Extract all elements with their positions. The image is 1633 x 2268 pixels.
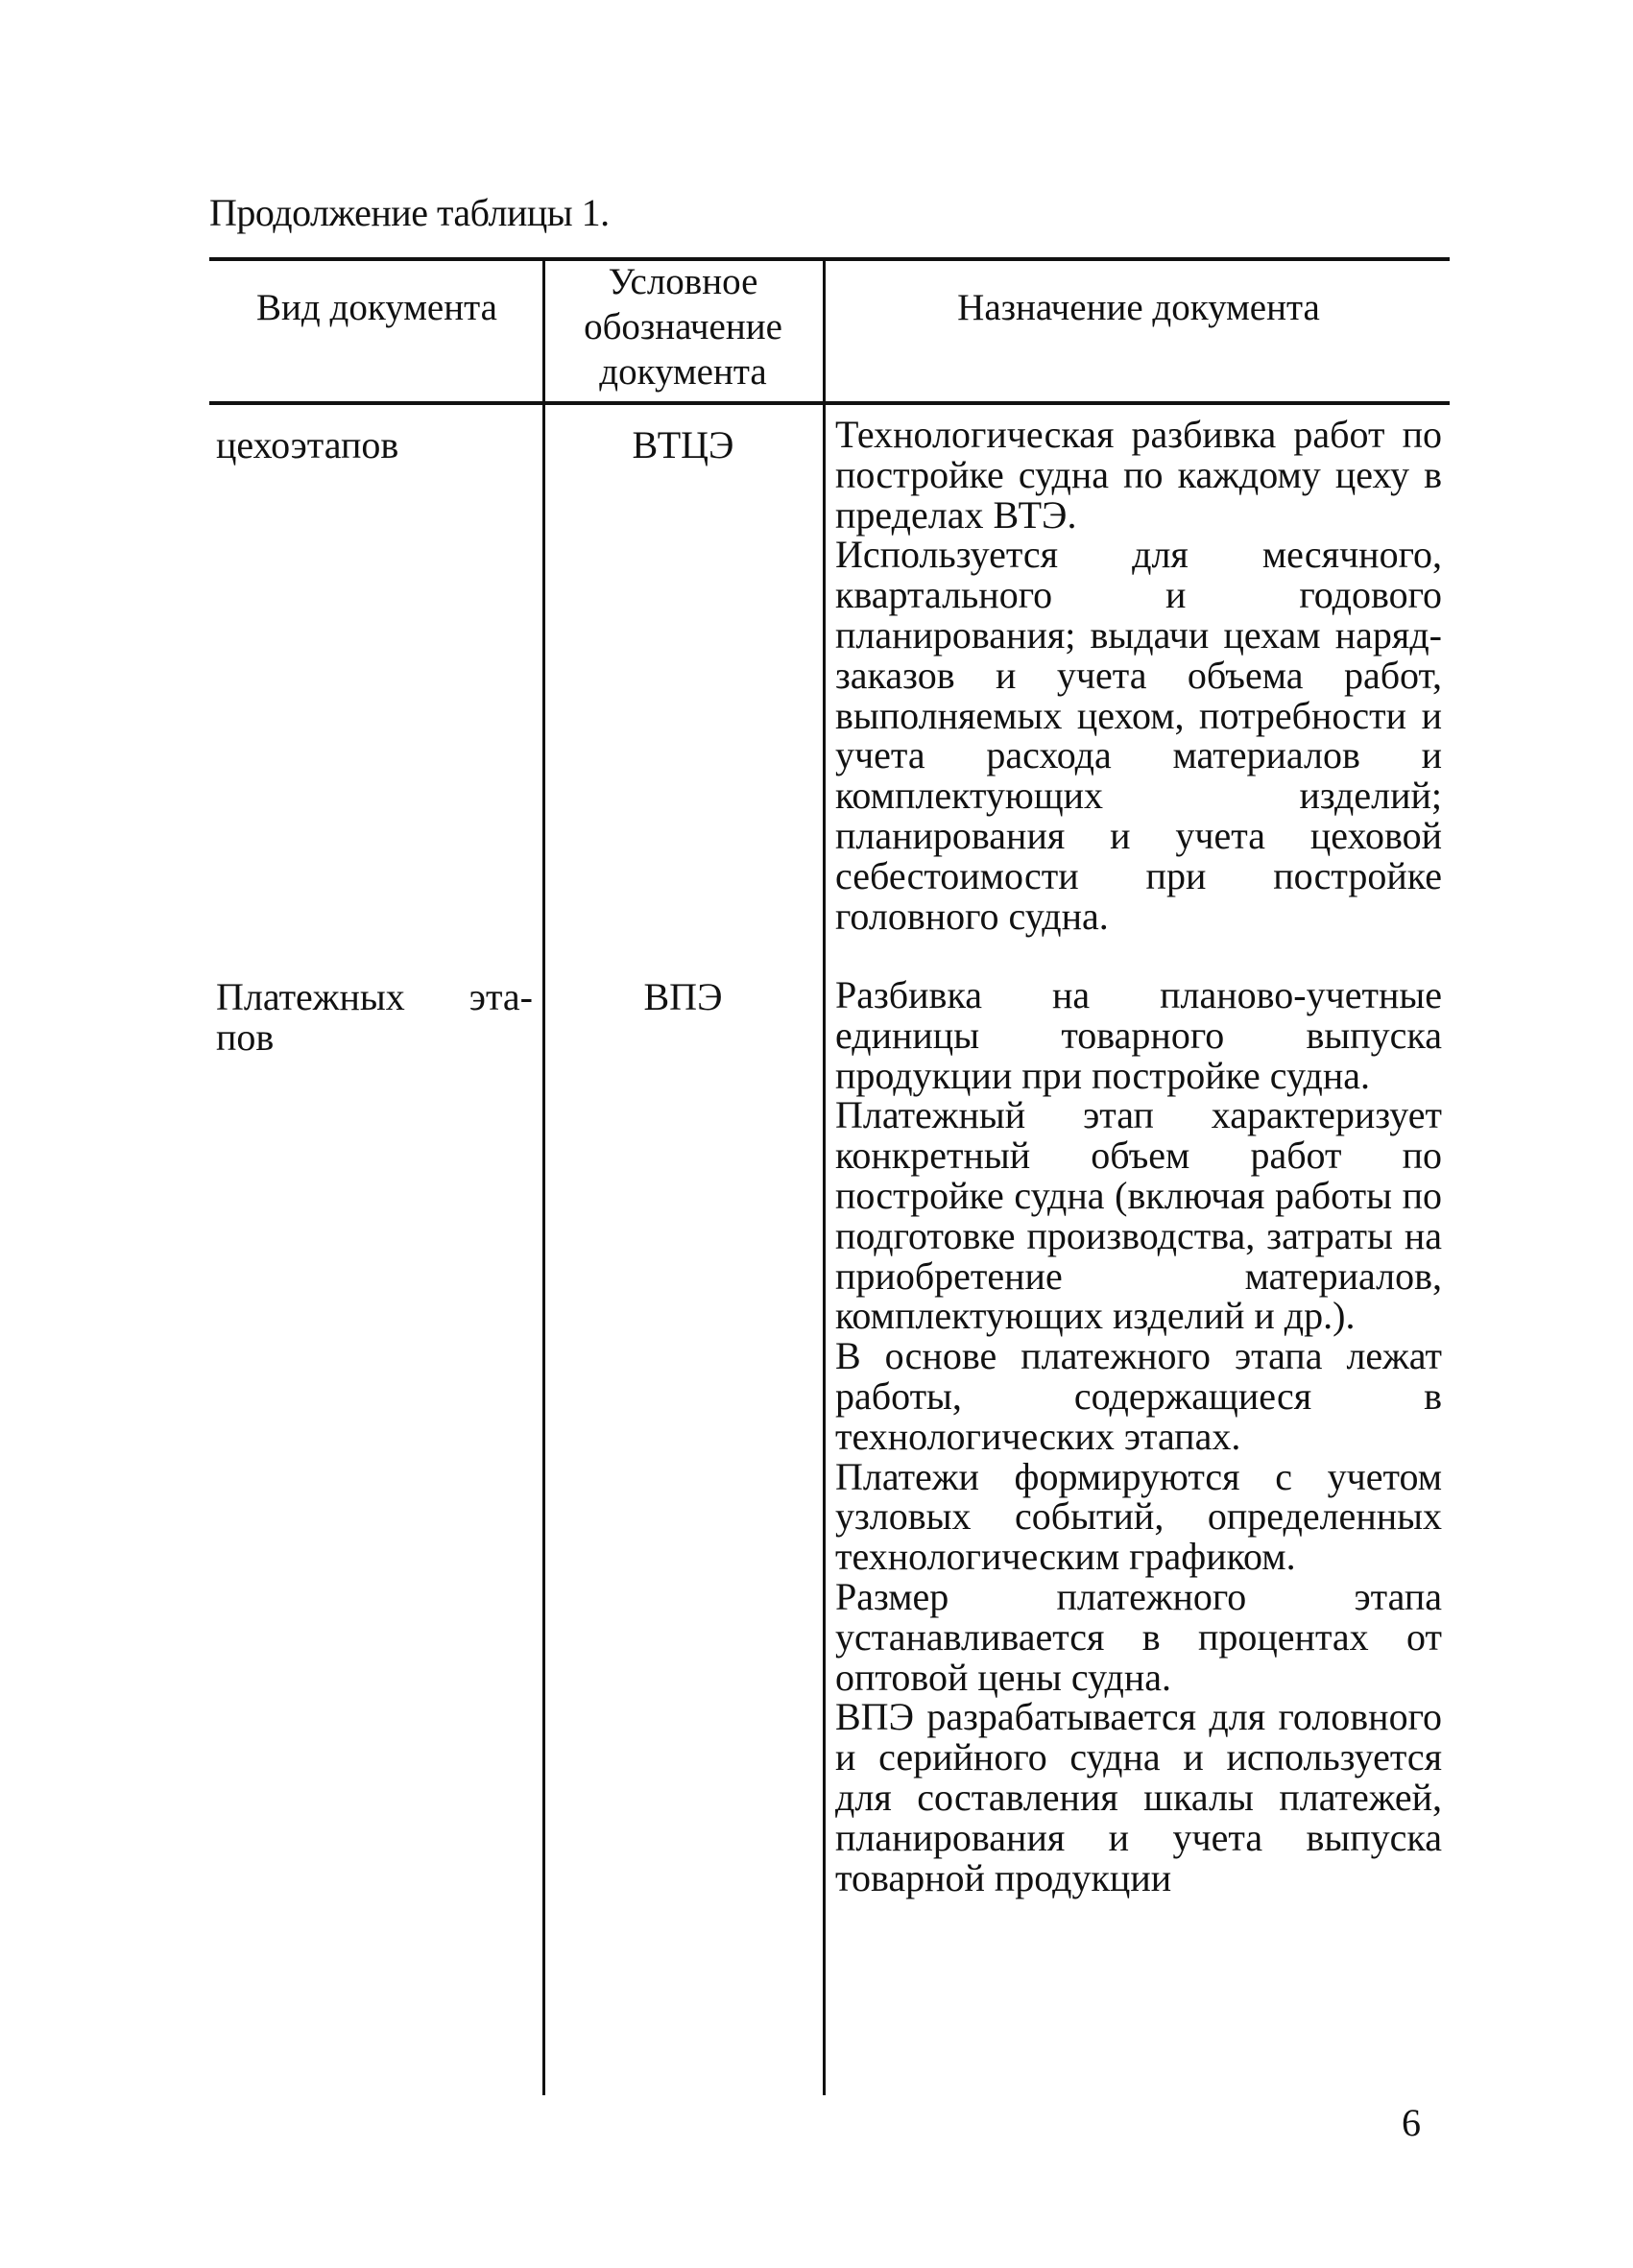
- row2-purpose-paragraph: ВПЭ разрабатывается для головного и серийного судна и используется для составления шкалы платежей, планирования и учета выпуска товарной продукции: [835, 1695, 1442, 1899]
- header-document-code: Условное обозначение документа: [584, 261, 782, 393]
- page-number: 6: [1402, 2101, 1421, 2144]
- table-column-divider-1: [542, 257, 545, 2095]
- row1-document-kind: цехоэтапов: [216, 423, 399, 466]
- header-document-kind: Вид документа: [256, 287, 497, 328]
- row1-document-code: ВТЦЭ: [632, 423, 734, 466]
- header-document-purpose: Назначение документа: [957, 287, 1320, 328]
- row2-kind-line2: пов: [216, 1015, 275, 1059]
- row2-purpose-paragraph: Разбивка на планово-учетные единицы товарного выпуска продукции при постройке судна.: [835, 973, 1442, 1097]
- row2-purpose-paragraph: Платежи формируются с учетом узловых событий, определенных технологическим графиком.: [835, 1454, 1442, 1579]
- row1-purpose-paragraph: Технологическая разбивка работ по постройке судна по каждому цеху в пределах ВТЭ.: [835, 413, 1442, 537]
- row2-purpose-paragraph: Платежный этап характеризует конкретный объем работ по постройке судна (включая работы по подготовке производства, затраты на приобретение материалов, комплектующих изделий и др.).: [835, 1093, 1442, 1338]
- table-header-rule: [209, 401, 1450, 405]
- row1-document-purpose: [835, 415, 1442, 936]
- table-column-divider-2: [823, 257, 826, 2095]
- row2-document-purpose: [835, 975, 1442, 1898]
- row1-purpose-paragraph: Используется для месячного, квартального и годового планирования; выдачи цехам наряд-заказов и учета объема работ, выполняемых цехом, потребности и учета расхода материалов и комплектующих изделий; планирования и учета цеховой себестоимости при постройке головного судна.: [835, 533, 1442, 938]
- row2-kind-line1: Платежных эта-: [216, 975, 533, 1018]
- row2-document-code: ВПЭ: [643, 975, 723, 1018]
- row2-purpose-paragraph: В основе платежного этапа лежат работы, содержащиеся в технологических этапах.: [835, 1334, 1442, 1458]
- table-top-rule: [209, 257, 1450, 261]
- row2-purpose-paragraph: Размер платежного этапа устанавливается в процентах от оптовой цены судна.: [835, 1574, 1442, 1699]
- row2-document-kind: [216, 977, 533, 1058]
- table-caption: Продолжение таблицы 1.: [209, 191, 610, 234]
